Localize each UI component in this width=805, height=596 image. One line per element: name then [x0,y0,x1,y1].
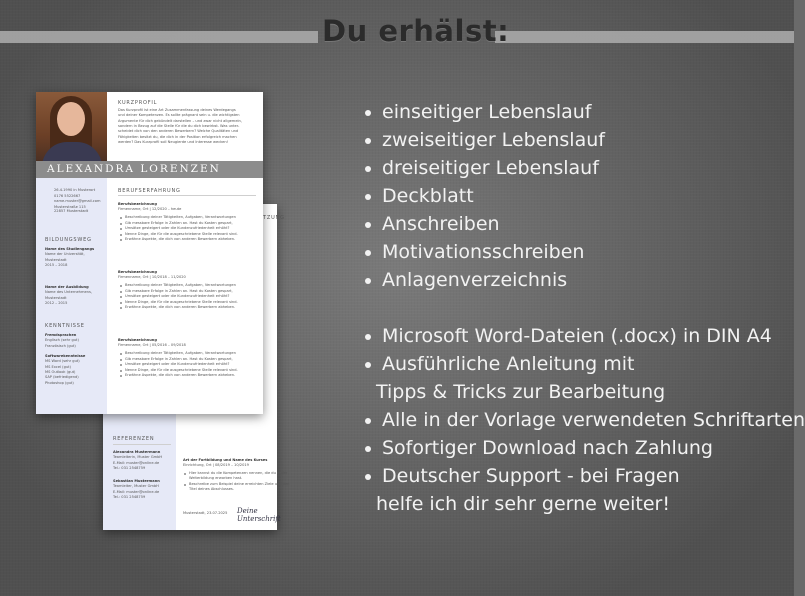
feature-item [362,98,805,126]
job-bullet: Erwähne Aspekte, die dich von anderen Bewerbern abheben. [125,373,236,378]
experience-heading: BERUFSERFAHRUNG [118,188,181,194]
profile-line: scheidet dich von den anderen Bewerbern? Welche Qualitäten und [118,129,239,134]
header-band-right [495,31,794,43]
reference-line: E-Mail: muster@online.de [113,489,160,494]
job-title: Berufsbezeichnung [118,338,157,342]
job-bullet: Beschreibung deiner Tätigkeiten, Aufgaben, Verantwortungen [125,215,236,219]
job-meta: Firmenname, Ort | 12/2020 – heute [118,207,182,211]
bullet-icon [365,446,371,452]
reference-line: Tel.: 031 2548759 [113,465,146,470]
job-bullet: Gib messbare Erfolge in Zahlen an. Hast du Kosten gespart, [125,288,233,293]
bullet-icon [120,291,122,293]
feature-text: Ausführliche Anleitung mit [382,353,635,375]
software-item: MS Word (sehr gut) [45,359,80,364]
profile-photo [36,92,107,172]
feature-item [362,210,805,238]
feature-text: Motivationsschreiben [382,241,585,263]
feature-text: Anschreiben [382,213,500,235]
software-title: Softwarekenntnisse [45,354,86,358]
bullet-icon [365,278,371,284]
bullet-icon [120,364,122,366]
bullet-icon [120,296,122,298]
feature-item [362,322,805,350]
feature-spacer [362,294,805,322]
education-line: Musterstadt [45,295,67,300]
bullet-icon [365,362,371,368]
software-item: SAP (befriedigend) [45,375,79,380]
cv-name: ALEXANDRA LORENZEN [36,161,263,178]
header-band-left [0,31,318,43]
course-line: Hier kannst du die Kompetenzen nennen, die du in der [189,471,288,475]
bullet-icon [120,228,122,230]
job-meta: Firmenname, Ort | 05/2016 – 09/2018 [118,343,186,347]
bullet-icon [120,223,122,225]
education-heading: BILDUNGSWEG [45,237,92,243]
bullet-icon [120,302,122,304]
reference-line: Teamleiter, Muster GmbH [113,484,159,489]
profile-line: Argumente für dich gebündelt darstellen – und zwar nicht allgemein, [118,118,242,123]
bullet-icon [120,375,122,377]
feature-item [362,126,805,154]
education-line: Name der Universität, [45,252,85,257]
bullet-icon [120,359,122,361]
software-item: MS Outlook (gut) [45,369,76,374]
references-heading: REFERENZEN [113,436,155,442]
software-item: Photoshop (gut) [45,380,74,385]
reference-line: E-Mail: muster@online.de [113,460,160,465]
feature-text: dreiseitiger Lebenslauf [382,157,599,179]
bullet-icon [365,418,371,424]
job-bullet: Nenne Dinge, die für die ausgeschriebene Stelle relevant sind. [125,231,238,236]
bullet-icon [120,370,122,372]
profile-line: sondern in Bezug auf die Stelle für die du dich bewirbst. Was unter- [118,123,240,128]
education-title: Name des Studiengangs [45,247,95,251]
profile-heading: KURZPROFIL [118,100,158,106]
feature-text: Alle in der Vorlage verwendeten Schriftarten [382,409,805,431]
contact-line: name.muster@gmail.com [54,199,101,203]
profile-line: Das Kurzprofil ist eine Art Zusammenfassung deines Werdegangs [118,108,236,112]
contact-line: 22857 Musterstadt [54,209,89,213]
reference-line: Teamleiterin, Muster GmbH [113,455,163,460]
feature-item [362,434,805,462]
feature-item [362,154,805,182]
feature-item [362,378,805,406]
feature-text: helfe ich dir sehr gerne weiter! [376,493,670,515]
cv-page-front [36,92,263,414]
bullet-icon [365,222,371,228]
photo-face [57,102,85,136]
bullet-icon [120,353,122,355]
feature-item [362,350,805,378]
feature-item [362,490,805,518]
contact-line: 0176 5522667 [54,193,81,198]
course-meta: Einrichtung, Ort | 08/2019 – 10/2019 [183,463,249,467]
reference-name: Alexandra Mustermann [113,450,161,454]
reference-line: Tel.: 031 2548759 [113,494,146,499]
profile-line: Fähigkeiten besitzt du, die dich in der Position erfolgreich machen [118,134,237,139]
education-line: Musterstadt [45,257,67,262]
section-heading-fragment: TZUNG [263,215,285,221]
bullet-icon [365,194,371,200]
bullet-icon [184,484,186,486]
bullet-icon [120,307,122,309]
job-bullet: Gib messbare Erfolge in Zahlen an. Hast du Kosten gespart, [125,356,233,361]
feature-item [362,462,805,490]
job-bullet: Erwähne Aspekte, die dich von anderen Bewerbern abheben. [125,305,236,310]
job-bullet: Gib messbare Erfolge in Zahlen an. Hast du Kosten gespart, [125,220,233,225]
feature-text: Deckblatt [382,185,474,207]
divider [118,195,256,196]
place-date: Musterstadt, 23.07.2025 [183,511,228,515]
profile-line: und deiner Kompetenzen. Es sollte prägnant sein u. die wichtigsten [118,113,240,118]
job-bullet: Umsätze gesteigert oder die Kundenzufriedenheit erhöht? [125,226,230,231]
course-line: Titel deines Abschlusses. [189,486,234,491]
education-line: Name des Unternehmens, [45,290,92,295]
bullet-icon [120,217,122,219]
skills-heading: KENNTNISSE [45,323,85,329]
bullet-icon [365,250,371,256]
education-title: Name der Ausbildung [45,285,89,289]
contact-line: Musterstraße 115 [54,204,86,209]
feature-item [362,266,805,294]
language-item: Französisch (gut) [45,343,76,348]
job-bullet: Beschreibung deiner Tätigkeiten, Aufgaben, Verantwortungen [125,283,236,287]
profile-line: werden? Das Kurzprofil soll Neugierde und Interesse wecken! [118,139,229,144]
job-meta: Firmenname, Ort | 10/2018 – 11/2020 [118,275,186,279]
feature-item [362,182,805,210]
job-title: Berufsbezeichnung [118,202,157,206]
job-bullet: Erwähne Aspekte, die dich von anderen Bewerbern abheben. [125,237,236,242]
course-title: Art der Fortbildung und Name des Kurses [183,458,268,462]
feature-text: einseitiger Lebenslauf [382,101,592,123]
bullet-icon [365,138,371,144]
contact-line: 26.4.1990 in Musterort [54,188,96,192]
job-bullet: Nenne Dinge, die für die ausgeschriebene Stelle relevant sind. [125,299,238,304]
page-title: Du erhälst: [322,14,510,48]
bullet-icon [184,473,186,475]
feature-text: Sofortiger Download nach Zahlung [382,437,713,459]
education-line: 2015 – 2018 [45,262,68,267]
signature: Deine Unterschrift [237,507,281,523]
feature-item [362,406,805,434]
course-line: Weiterbildung erworben hast. [189,476,243,481]
feature-text: Anlagenverzeichnis [382,269,568,291]
software-item: MS Excel (gut) [45,364,71,369]
languages-title: Fremdsprachen [45,333,77,337]
bullet-icon [365,474,371,480]
bullet-icon [120,239,122,241]
feature-text: Deutscher Support - bei Fragen [382,465,680,487]
feature-text: Microsoft Word-Dateien (.docx) in DIN A4 [382,325,772,347]
feature-text: Tipps & Tricks zur Bearbeitung [376,381,666,403]
language-item: Englisch (sehr gut) [45,338,79,343]
job-bullet: Umsätze gesteigert oder die Kundenzufriedenheit erhöht? [125,294,230,299]
job-bullet: Beschreibung deiner Tätigkeiten, Aufgaben, Verantwortungen [125,351,236,355]
job-title: Berufsbezeichnung [118,270,157,274]
bullet-icon [120,234,122,236]
job-bullet: Umsätze gesteigert oder die Kundenzufriedenheit erhöht? [125,362,230,367]
reference-name: Sebastian Mustermann [113,479,160,483]
divider [113,444,171,445]
bullet-icon [365,334,371,340]
course-line: Beschreibe zum Beispiel deine erreichten Ziele und den [189,481,290,486]
education-line: 2012 – 2015 [45,300,68,305]
feature-text: zweiseitiger Lebenslauf [382,129,605,151]
bullet-icon [365,110,371,116]
feature-item [362,238,805,266]
job-bullet: Nenne Dinge, die für die ausgeschriebene Stelle relevant sind. [125,367,238,372]
feature-list [362,98,805,518]
bullet-icon [120,285,122,287]
bullet-icon [365,166,371,172]
